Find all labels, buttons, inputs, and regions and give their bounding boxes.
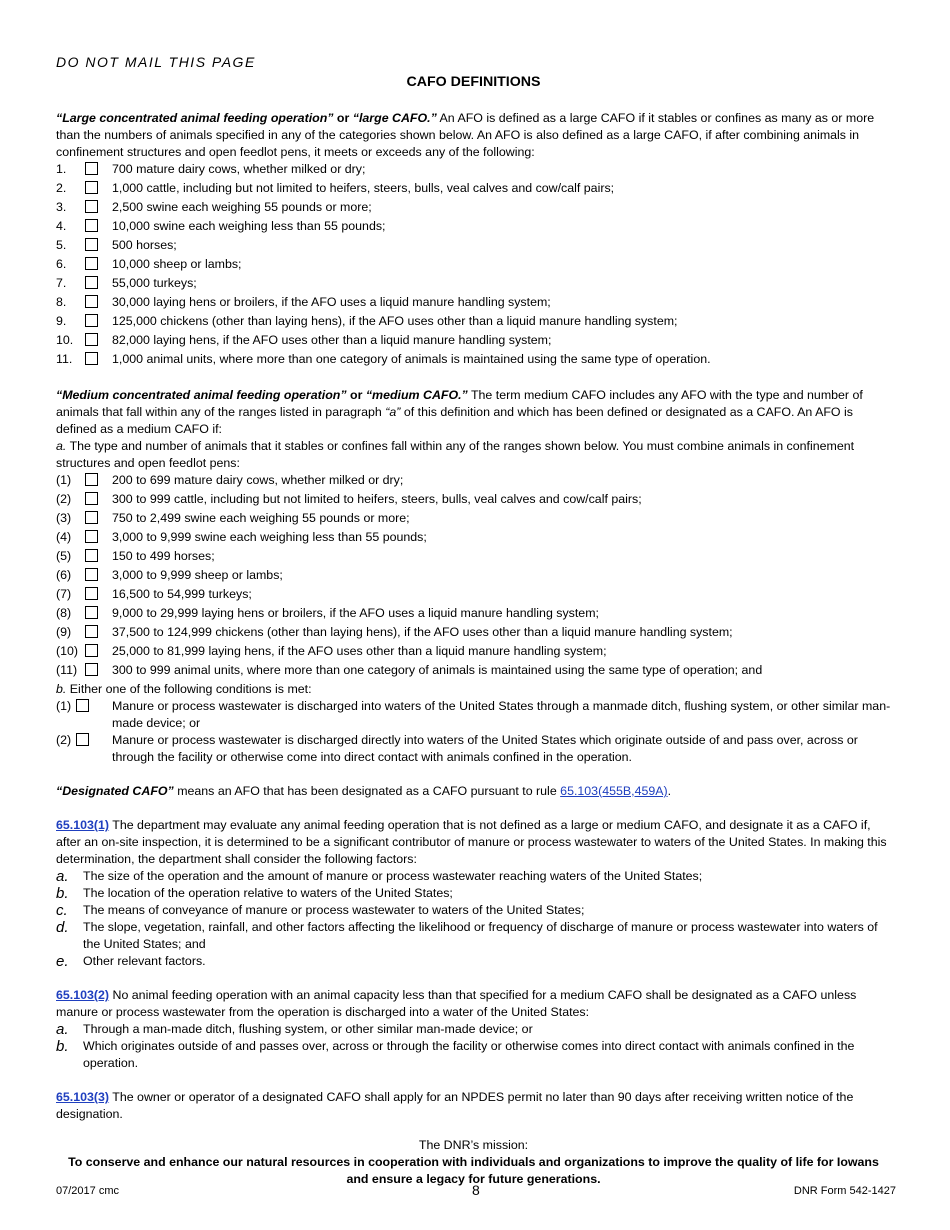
checkbox[interactable] — [85, 492, 98, 505]
item-text: 16,500 to 54,999 turkeys; — [112, 587, 252, 601]
list-item — [56, 199, 891, 218]
item-text: 2,500 swine each weighing 55 pounds or more; — [112, 200, 372, 214]
item-text: 300 to 999 animal units, where more than one category of animals is maintained using the same type of operation; and — [112, 663, 763, 677]
rule-2-text: No animal feeding operation with an animal capacity less than that specified for a medium CAFO shall be designated as a CAFO unless manure or process wastewater from the operation is discharged into a water of the United States: — [56, 988, 857, 1019]
rule-65-103-3 — [56, 1089, 891, 1123]
condition-a-text: The type and number of animals that it stables or confines fall within any of the ranges shown below. You must combine animals in confinement structures and open feedlot pens: — [56, 439, 855, 470]
checkbox[interactable] — [85, 644, 98, 657]
checkbox[interactable] — [85, 314, 98, 327]
item-text: 25,000 to 81,999 laying hens, if the AFO uses other than a liquid manure handling system; — [112, 644, 607, 658]
rule-link-65-103-1[interactable]: 65.103(1) — [56, 818, 110, 832]
checkbox[interactable] — [85, 295, 98, 308]
checkbox[interactable] — [76, 699, 89, 712]
item-text: 1,000 cattle, including but not limited to heifers, steers, bulls, veal calves and cow/calf pairs; — [112, 181, 615, 195]
large-cafo-list — [56, 161, 891, 370]
item-number: (1) — [56, 473, 72, 487]
item-number: (9) — [56, 625, 72, 639]
item-text: 30,000 laying hens or broilers, if the AFO uses a liquid manure handling system; — [112, 295, 551, 309]
checkbox[interactable] — [85, 606, 98, 619]
list-item — [56, 643, 891, 662]
large-cafo-intro — [56, 110, 891, 161]
medium-cafo-intro-text: The term medium CAFO includes any AFO with the type and number of animals that fall within any of the ranges listed in paragraph — [56, 388, 863, 419]
list-item — [56, 885, 891, 902]
item-text: 10,000 swine each weighing less than 55 pounds; — [112, 219, 386, 233]
list-item — [56, 275, 891, 294]
rule-2-list — [56, 1021, 891, 1072]
medium-cafo-intro — [56, 387, 891, 438]
item-text: The means of conveyance of manure or process wastewater to waters of the United States; — [83, 903, 585, 917]
medium-cafo-condition-a — [56, 438, 891, 472]
letter-b: b. — [56, 682, 67, 696]
rule-65-103-2 — [56, 987, 891, 1021]
dnr-mission — [56, 1137, 891, 1188]
list-item — [56, 1021, 891, 1038]
list-item — [56, 1038, 891, 1072]
large-cafo-term: “Large concentrated animal feeding operation” — [56, 111, 334, 125]
rule-link-65-103[interactable]: 65.103(455B,459A) — [560, 784, 668, 798]
item-number: 1. — [56, 162, 67, 176]
checkbox[interactable] — [85, 511, 98, 524]
checkbox[interactable] — [85, 257, 98, 270]
item-text: 200 to 699 mature dairy cows, whether milked or dry; — [112, 473, 404, 487]
item-number: (11) — [56, 663, 78, 677]
list-item — [56, 332, 891, 351]
item-text: 500 horses; — [112, 238, 177, 252]
list-item — [56, 294, 891, 313]
list-item — [56, 662, 891, 681]
mission-label: The DNR’s mission: — [418, 1138, 529, 1152]
checkbox[interactable] — [76, 733, 89, 746]
list-item — [56, 902, 891, 919]
checkbox[interactable] — [85, 333, 98, 346]
medium-cafo-list — [56, 472, 891, 681]
list-item — [56, 529, 891, 548]
item-number: 3. — [56, 200, 67, 214]
list-item — [56, 351, 891, 370]
footer-date-code: 07/2017 cmc — [56, 1185, 119, 1197]
checkbox[interactable] — [85, 181, 98, 194]
item-number: 10. — [56, 333, 74, 347]
item-number: (10) — [56, 644, 79, 658]
item-number: 5. — [56, 238, 67, 252]
rule-link-65-103-2[interactable]: 65.103(2) — [56, 988, 110, 1002]
checkbox[interactable] — [85, 587, 98, 600]
list-item — [56, 567, 891, 586]
list-item — [56, 256, 891, 275]
item-text: Other relevant factors. — [83, 954, 206, 968]
designated-cafo-text: means an AFO that has been designated as a CAFO pursuant to rule — [177, 784, 557, 798]
list-item — [56, 548, 891, 567]
rule-1-factor-list — [56, 868, 891, 970]
medium-cafo-term: “Medium concentrated animal feeding operation” — [56, 388, 347, 402]
list-item — [56, 586, 891, 605]
item-text: 55,000 turkeys; — [112, 276, 197, 290]
checkbox[interactable] — [85, 568, 98, 581]
list-item — [56, 161, 891, 180]
item-text: The location of the operation relative to waters of the United States; — [83, 886, 453, 900]
medium-cafo-condition-b — [56, 681, 891, 698]
document-page — [56, 54, 891, 1188]
condition-b-text: Either one of the following conditions is met: — [69, 682, 312, 696]
checkbox[interactable] — [85, 200, 98, 213]
item-letter: b. — [56, 885, 69, 902]
item-text: 10,000 sheep or lambs; — [112, 257, 242, 271]
item-number: 6. — [56, 257, 67, 271]
rule-1-text: The department may evaluate any animal feeding operation that is not defined as a large or medium CAFO, and designate it as a CAFO if, after an on-site inspection, it is determined to be a significant contributor of manure or process wastewater to waters of the United States. In making this determination, the department shall consider the following factors: — [56, 818, 887, 866]
rule-link-65-103-3[interactable]: 65.103(3) — [56, 1090, 110, 1104]
item-text: 3,000 to 9,999 swine each weighing less than 55 pounds; — [112, 530, 427, 544]
list-item — [56, 180, 891, 199]
item-text: 700 mature dairy cows, whether milked or dry; — [112, 162, 366, 176]
item-text: 9,000 to 29,999 laying hens or broilers, if the AFO uses a liquid manure handling system; — [112, 606, 599, 620]
period: . — [667, 784, 672, 798]
item-text: 125,000 chickens (other than laying hens), if the AFO uses other than a liquid manure handling system; — [112, 314, 678, 328]
list-item — [56, 605, 891, 624]
mission-statement: To conserve and enhance our natural resources in cooperation with individuals and organizations to improve the quality of life for Iowans and ensure a legacy for future generations. — [68, 1155, 879, 1186]
item-number: (7) — [56, 587, 72, 601]
item-number: 9. — [56, 314, 67, 328]
list-item — [56, 953, 891, 970]
large-cafo-or: or — [336, 111, 350, 125]
item-letter: c. — [56, 902, 68, 919]
medium-cafo-or: or — [350, 388, 363, 402]
item-letter: a. — [56, 868, 69, 885]
medium-cafo-intro-text-2: of this definition and which has been defined or designated as a CAFO. An AFO is defined as a medium CAFO if: — [56, 405, 853, 436]
list-item — [56, 919, 891, 953]
item-letter: b. — [56, 1038, 69, 1055]
large-cafo-term-short: “large CAFO.” — [352, 111, 437, 125]
list-item — [56, 732, 891, 766]
medium-cafo-term-short: “medium CAFO.” — [365, 388, 468, 402]
item-text: Manure or process wastewater is discharged directly into waters of the United States which originate outside of and pass over, across or through the facility or otherwise come into direct contact with animals confined in the operation. — [112, 733, 858, 764]
item-text: 37,500 to 124,999 chickens (other than laying hens), if the AFO uses other than a liquid manure handling system; — [112, 625, 733, 639]
paragraph-letter-ref: “a” — [385, 405, 401, 419]
item-number: (2) — [56, 492, 72, 506]
checkbox[interactable] — [85, 663, 98, 676]
checkbox[interactable] — [85, 625, 98, 638]
page-number: 8 — [472, 1182, 480, 1198]
checkbox[interactable] — [85, 238, 98, 251]
item-number: (8) — [56, 606, 72, 620]
checkbox[interactable] — [85, 530, 98, 543]
item-text: Through a man-made ditch, flushing system, or other similar man-made device; or — [83, 1022, 533, 1036]
item-letter: e. — [56, 953, 69, 970]
item-text: 3,000 to 9,999 sheep or lambs; — [112, 568, 283, 582]
item-number: 2. — [56, 181, 67, 195]
item-text: 750 to 2,499 swine each weighing 55 pounds or more; — [112, 511, 410, 525]
item-letter: a. — [56, 1021, 69, 1038]
list-item — [56, 218, 891, 237]
large-cafo-intro-text: An AFO is defined as a large CAFO if it stables or confines as many as or more than the numbers of animals specified in any of the categories shown below. An AFO is also defined as a large CAFO, if after combining animals in confinement structures and open feedlot pens, it meets or exceeds any of the following: — [56, 111, 875, 159]
checkbox[interactable] — [85, 219, 98, 232]
list-item — [56, 472, 891, 491]
item-number: (3) — [56, 511, 72, 525]
item-text: Manure or process wastewater is discharged into waters of the United States through a manmade ditch, flushing system, or other similar man-made device; or — [112, 699, 891, 730]
checkbox[interactable] — [85, 473, 98, 486]
item-number: 4. — [56, 219, 67, 233]
item-number: 8. — [56, 295, 67, 309]
item-number: (5) — [56, 549, 72, 563]
item-text: 1,000 animal units, where more than one category of animals is maintained using the same type of operation. — [112, 352, 711, 366]
item-number: (4) — [56, 530, 72, 544]
list-item — [56, 624, 891, 643]
checkbox[interactable] — [85, 352, 98, 365]
designated-cafo-definition — [56, 783, 891, 800]
form-number: DNR Form 542-1427 — [793, 1185, 896, 1197]
condition-list — [56, 698, 891, 766]
item-number: 7. — [56, 276, 67, 290]
item-text: 150 to 499 horses; — [112, 549, 215, 563]
item-text: Which originates outside of and passes over, across or through the facility or otherwise comes into direct contact with animals confined in the operation. — [83, 1039, 855, 1070]
page-title: CAFO DEFINITIONS — [406, 74, 541, 90]
item-text: The slope, vegetation, rainfall, and other factors affecting the likelihood or frequency of discharge of manure or process wastewater into waters of the United States; and — [83, 920, 878, 951]
list-item — [56, 491, 891, 510]
list-item — [56, 237, 891, 256]
letter-a: a. — [56, 439, 67, 453]
list-item — [56, 510, 891, 529]
rule-3-text: The owner or operator of a designated CAFO shall apply for an NPDES permit no later than 90 days after receiving written notice of the designation. — [56, 1090, 854, 1121]
item-text: 300 to 999 cattle, including but not limited to heifers, steers, bulls, veal calves and cow/calf pairs; — [112, 492, 642, 506]
item-number: 11. — [56, 352, 73, 366]
list-item — [56, 698, 891, 732]
list-item — [56, 868, 891, 885]
item-number: (1) — [56, 699, 72, 713]
item-text: The size of the operation and the amount of manure or process wastewater reaching waters of the United States; — [83, 869, 703, 883]
do-not-mail-note: DO NOT MAIL THIS PAGE — [56, 54, 256, 70]
designated-cafo-term: “Designated CAFO” — [56, 784, 174, 798]
list-item — [56, 313, 891, 332]
rule-65-103-1 — [56, 817, 891, 868]
item-text: 82,000 laying hens, if the AFO uses other than a liquid manure handling system; — [112, 333, 552, 347]
checkbox[interactable] — [85, 162, 98, 175]
item-letter: d. — [56, 919, 69, 936]
item-number: (2) — [56, 733, 72, 747]
checkbox[interactable] — [85, 549, 98, 562]
checkbox[interactable] — [85, 276, 98, 289]
item-number: (6) — [56, 568, 72, 582]
